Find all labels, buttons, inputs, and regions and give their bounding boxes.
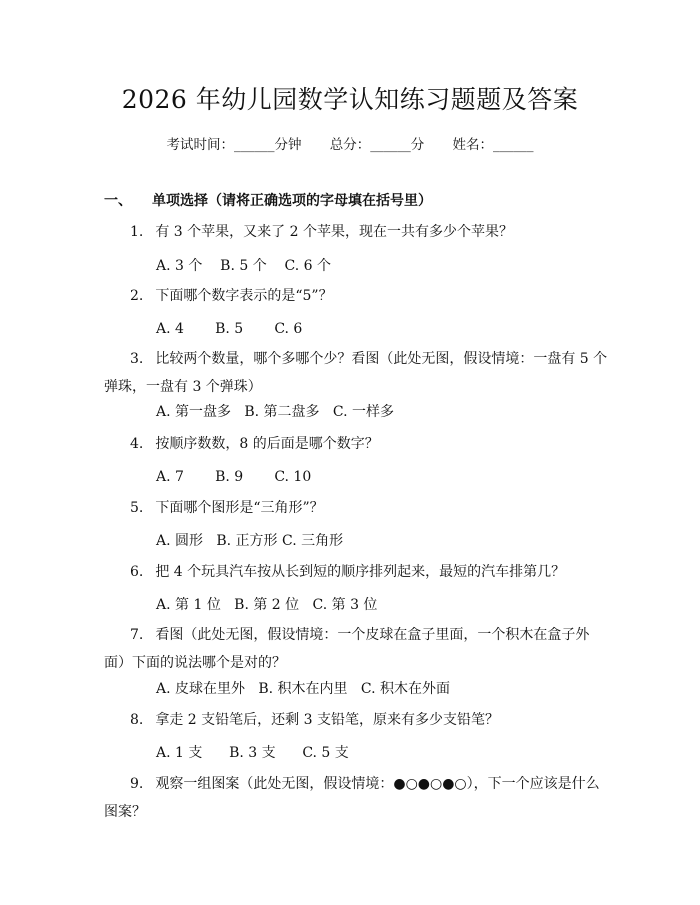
question-body: 看图（此处无图，假设情境：一个皮球在盒子里面，一个积木在盒子外面）下面的说法哪个是对的？ — [104, 627, 590, 671]
question-options: A. 3 个 B. 5 个 C. 6 个 — [156, 258, 331, 274]
exam-time: 考试时间：______分钟 — [166, 137, 302, 153]
question-text — [104, 621, 610, 677]
question-text — [104, 706, 610, 734]
question-options: A. 皮球在里外 B. 积木在内里 C. 积木在外面 — [156, 681, 451, 697]
question-number: 5. — [130, 500, 144, 516]
question-number: 7. — [130, 627, 144, 643]
section-title: 单项选择（请将正确选项的字母填在括号里） — [152, 193, 432, 209]
question-body: 按顺序数数，8 的后面是哪个数字？ — [155, 436, 379, 452]
exam-meta — [0, 133, 700, 153]
page-title: 2026 年幼儿园数学认知练习题题及答案 — [121, 85, 579, 114]
question-number: 4. — [130, 436, 144, 452]
question-body: 把 4 个玩具汽车按从长到短的顺序排列起来，最短的汽车排第几？ — [155, 564, 566, 580]
question-text — [104, 345, 610, 401]
section-number: 一、 — [104, 193, 132, 209]
question-text — [104, 494, 610, 522]
question-body: 下面哪个图形是“三角形”？ — [155, 500, 324, 516]
question-body: 拿走 2 支铅笔后，还剩 3 支铅笔，原来有多少支铅笔？ — [155, 712, 499, 728]
question-options: A. 第 1 位 B. 第 2 位 C. 第 3 位 — [156, 597, 378, 613]
question-options: A. 1 支 B. 3 支 C. 5 支 — [156, 745, 349, 761]
question-text — [104, 430, 610, 458]
question-text — [104, 558, 610, 586]
question-number: 3. — [130, 351, 144, 367]
question-text — [104, 218, 610, 246]
question-number: 9. — [130, 776, 144, 792]
question-number: 2. — [130, 288, 144, 304]
question-text — [104, 282, 610, 310]
question-body: 观察一组图案（此处无图，假设情境：●○●○●○），下一个应该是什么图案？ — [104, 776, 600, 820]
section-heading — [104, 190, 432, 210]
question-text — [104, 770, 610, 826]
question-options: A. 7 B. 9 C. 10 — [156, 469, 312, 485]
question-number: 8. — [130, 712, 144, 728]
question-body: 下面哪个数字表示的是“5”？ — [155, 288, 333, 304]
question-options: A. 第一盘多 B. 第二盘多 C. 一样多 — [156, 404, 395, 420]
question-number: 1. — [130, 224, 144, 240]
question-number: 6. — [130, 564, 144, 580]
question-options: A. 圆形 B. 正方形 C. 三角形 — [156, 533, 344, 549]
question-body: 比较两个数量，哪个多哪个少？看图（此处无图，假设情境：一盘有 5 个弹珠，一盘有 3 个弹珠） — [104, 351, 608, 395]
question-options: A. 4 B. 5 C. 6 — [156, 321, 303, 337]
question-body: 有 3 个苹果，又来了 2 个苹果，现在一共有多少个苹果？ — [155, 224, 513, 240]
student-name: 姓名：______ — [452, 137, 534, 153]
exam-score: 总分：______分 — [329, 137, 425, 153]
